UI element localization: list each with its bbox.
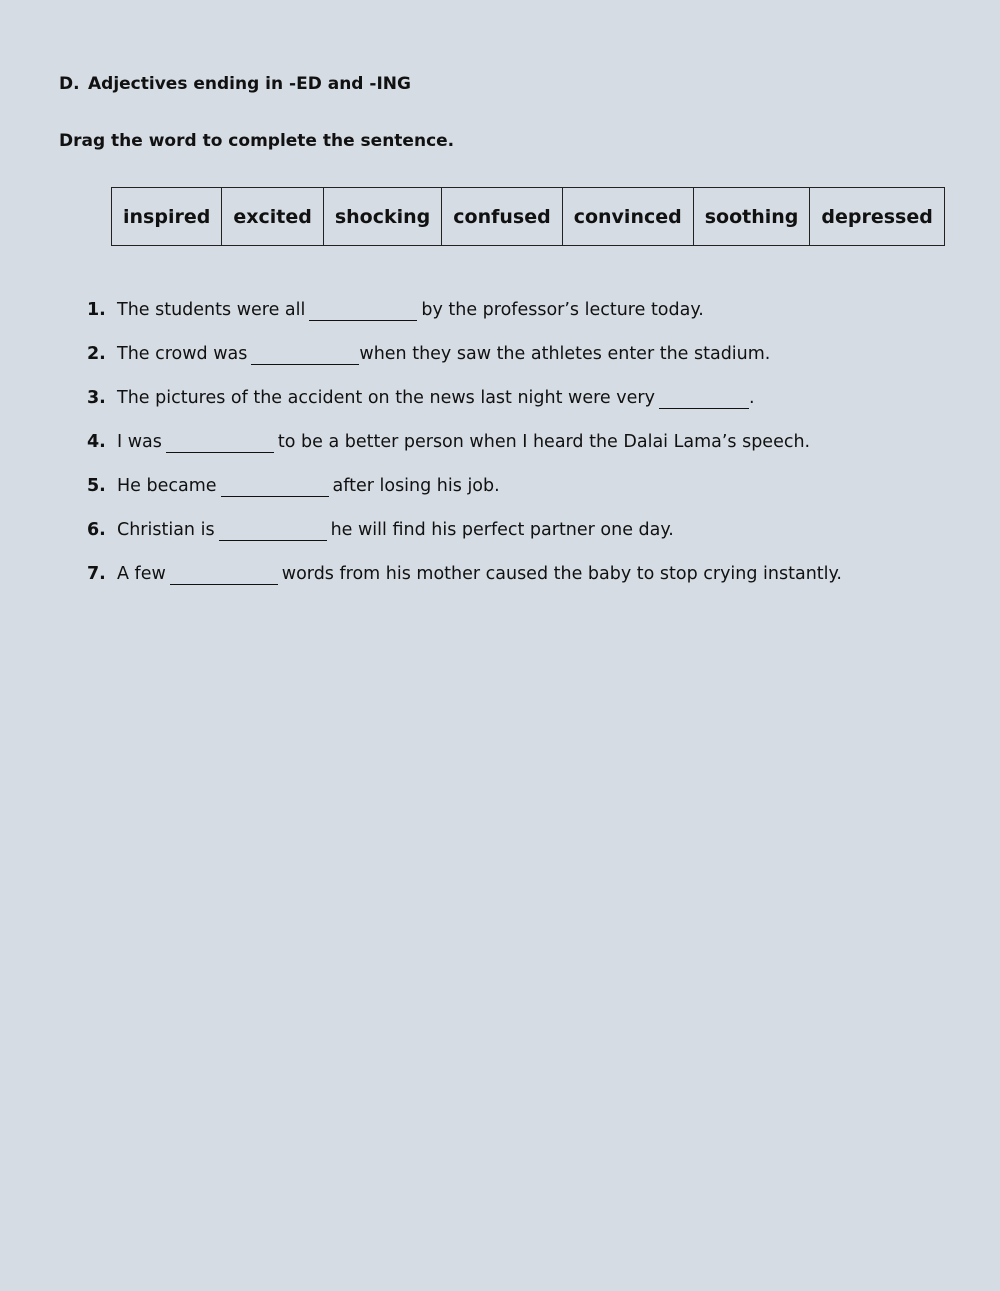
word-bank [111,187,945,246]
word-tile-shocking[interactable]: shocking [323,188,441,246]
question-4 [87,432,842,476]
answer-blank-5[interactable] [221,476,329,497]
answer-blank-3[interactable] [659,388,749,409]
question-text-after: he will find his perfect partner one day. [330,520,674,540]
section-heading [59,74,411,94]
answer-blank-4[interactable] [166,432,274,453]
word-tile-confused[interactable]: confused [442,188,562,246]
question-text-before: The pictures of the accident on the news last night were very [117,388,655,408]
instruction-text: Drag the word to complete the sentence. [59,131,455,151]
word-tile-soothing[interactable]: soothing [693,188,810,246]
question-number: 1. [87,300,106,320]
answer-blank-2[interactable] [251,344,359,365]
question-text-before: The crowd was [117,344,248,364]
question-7 [87,564,842,608]
section-title: Adjectives ending in -ED and -ING [88,74,411,94]
question-text-after: to be a better person when I heard the Dalai Lama’s speech. [277,432,811,452]
question-text-after: . [748,388,755,408]
question-text-before: A few [117,564,166,584]
question-text-after: words from his mother caused the baby to stop crying instantly. [281,564,842,584]
question-number: 5. [87,476,106,496]
section-letter: D. [59,74,80,94]
question-text-after: when they saw the athletes enter the stadium. [359,344,771,364]
question-text-before: He became [117,476,217,496]
word-tile-inspired[interactable]: inspired [112,188,222,246]
question-number: 7. [87,564,106,584]
question-number: 2. [87,344,106,364]
question-2 [87,344,842,388]
question-number: 3. [87,388,106,408]
question-text-before: I was [117,432,162,452]
question-text-before: The students were all [117,300,306,320]
answer-blank-7[interactable] [170,564,278,585]
question-number: 6. [87,520,106,540]
answer-blank-6[interactable] [219,520,327,541]
word-tile-excited[interactable]: excited [222,188,324,246]
question-text-after: by the professor’s lecture today. [421,300,704,320]
question-6 [87,520,842,564]
answer-blank-1[interactable] [309,300,417,321]
question-list [87,300,842,608]
question-3 [87,388,842,432]
question-text-before: Christian is [117,520,215,540]
question-1 [87,300,842,344]
question-5 [87,476,842,520]
word-tile-convinced[interactable]: convinced [562,188,693,246]
question-text-after: after losing his job. [332,476,500,496]
word-tile-depressed[interactable]: depressed [810,188,944,246]
question-number: 4. [87,432,106,452]
